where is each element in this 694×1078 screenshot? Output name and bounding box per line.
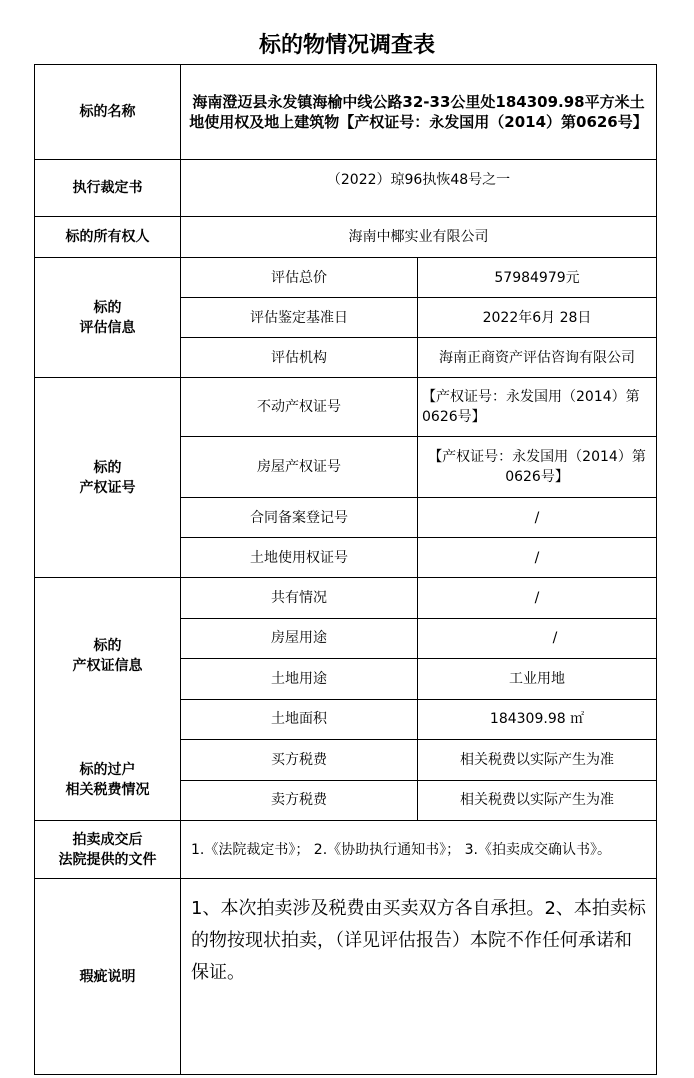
land-area-label: 土地面积 [181,699,418,740]
ruling-label: 执行裁定书 [35,160,181,217]
docs-value: 1.《法院裁定书》； 2.《协助执行通知书》； 3.《拍卖成交确认书》。 [181,821,657,879]
landuse-cert-label: 土地使用权证号 [181,538,418,578]
realestate-cert-value: 【产权证号：永发国用（2014）第0626号】 [418,378,657,437]
realestate-cert-label: 不动产权证号 [181,378,418,437]
defect-value: 1、本次拍卖涉及税费由买卖双方各自承担。2、本拍卖标的物按现状拍卖，（详见评估报告）本院不作任何承诺和保证。 [181,879,657,1075]
eval-total-label: 评估总价 [181,258,418,298]
land-use-label: 土地用途 [181,659,418,700]
name-label: 标的名称 [35,65,181,160]
contract-label: 合同备案登记号 [181,498,418,538]
eval-label: 标的 评估信息 [35,258,181,378]
house-use-label: 房屋用途 [181,618,418,659]
house-cert-value: 【产权证号：永发国用（2014）第0626号】 [418,437,657,498]
tax-label: 标的过户 相关税费情况 [65,762,150,798]
buyer-tax-label: 买方税费 [181,740,418,781]
ruling-value: （2022）琼96执恢48号之一 [181,160,657,217]
eval-total-value: 57984979元 [418,258,657,298]
owner-label: 标的所有权人 [35,217,181,258]
eval-org-label: 评估机构 [181,338,418,378]
seller-tax-label: 卖方税费 [181,780,418,821]
shared-value: / [418,578,657,619]
shared-label: 共有情况 [181,578,418,619]
landuse-cert-value: / [418,538,657,578]
survey-table [34,64,657,1075]
eval-date-value: 2022年6月 28日 [418,298,657,338]
buyer-tax-value: 相关税费以实际产生为准 [418,740,657,781]
cert-label: 标的 产权证号 [35,378,181,578]
eval-date-label: 评估鉴定基准日 [181,298,418,338]
seller-tax-value: 相关税费以实际产生为准 [418,780,657,821]
owner-value: 海南中椰实业有限公司 [181,217,657,258]
land-area-value: 184309.98 ㎡ [418,699,657,740]
defect-label: 瑕疵说明 [35,879,181,1075]
certinfo-label: 标的 产权证信息 [72,638,143,674]
house-use-value: / [418,618,657,659]
docs-label: 拍卖成交后 法院提供的文件 [35,821,181,879]
certinfo-tax-label-cell [35,578,181,821]
house-cert-label: 房屋产权证号 [181,437,418,498]
page-title: 标的物情况调查表 [258,33,435,58]
eval-org-value: 海南正商资产评估咨询有限公司 [418,338,657,378]
name-value: 海南澄迈县永发镇海榆中线公路32-33公里处184309.98平方米土地使用权及地上建筑物【产权证号：永发国用（2014）第0626号】 [181,65,657,160]
land-use-value: 工业用地 [418,659,657,700]
contract-value: / [418,498,657,538]
